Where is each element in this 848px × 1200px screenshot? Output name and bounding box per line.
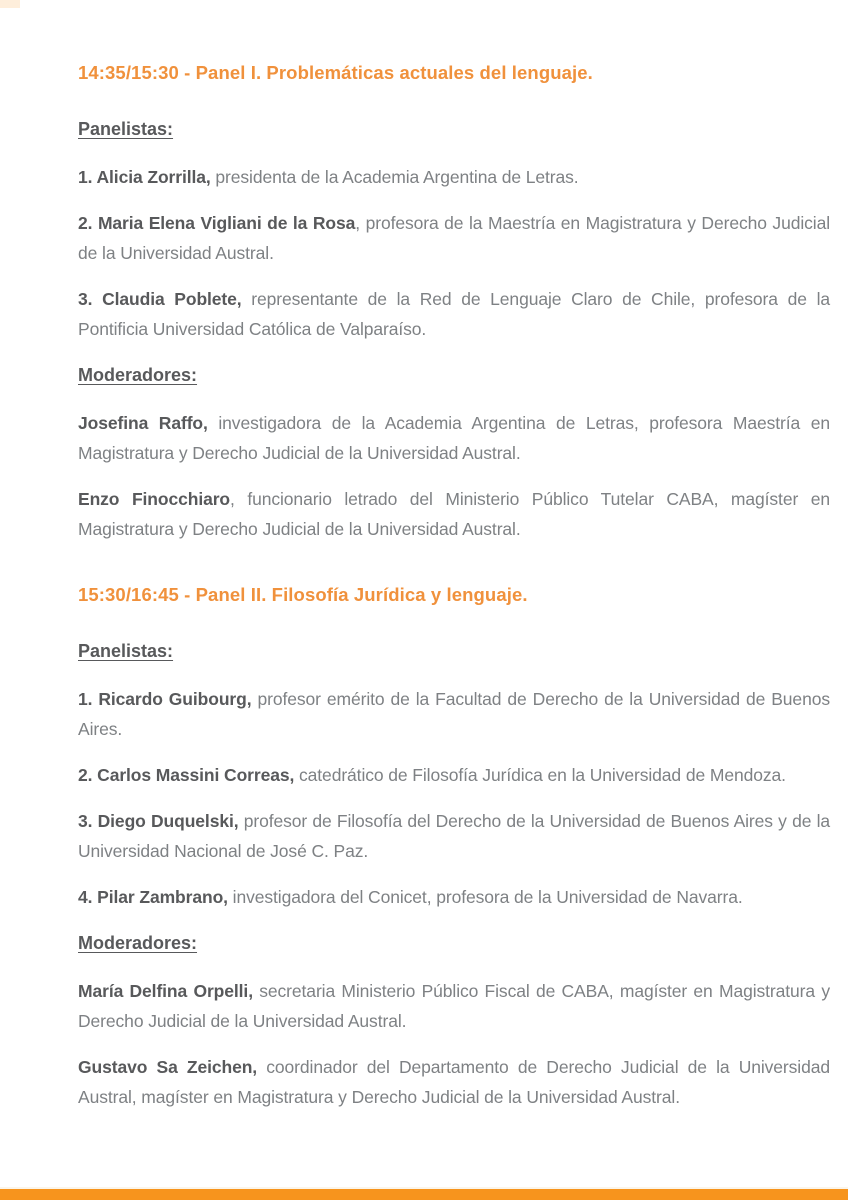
speaker-description: secretaria Ministerio Público Fiscal de CABA, magíster en Magistratura y Derecho Judicial de la Universidad Austral. <box>78 981 830 1031</box>
speaker-name: 1. Alicia Zorrilla, <box>78 167 211 187</box>
group-label: Panelistas: <box>78 119 174 139</box>
speaker-group <box>78 928 830 1112</box>
panel-heading: 14:35/15:30 - Panel I. Problemáticas actuales del lenguaje. <box>78 62 593 83</box>
group-label: Moderadores: <box>78 365 198 385</box>
speaker-name: 1. Ricardo Guibourg, <box>78 689 252 709</box>
speaker-entry <box>78 408 830 468</box>
speaker-description: profesor emérito de la Facultad de Derecho de la Universidad de Buenos Aires. <box>78 689 830 739</box>
speaker-name: 2. Maria Elena Vigliani de la Rosa <box>78 213 356 233</box>
speaker-entry <box>78 284 830 344</box>
speaker-name: 3. Diego Duquelski, <box>78 811 239 831</box>
speaker-entry <box>78 484 830 544</box>
speaker-name: Josefina Raffo, <box>78 413 208 433</box>
group-label: Panelistas: <box>78 641 174 661</box>
speaker-name: 3. Claudia Poblete, <box>78 289 242 309</box>
panel-heading: 15:30/16:45 - Panel II. Filosofía Jurídica y lenguaje. <box>78 584 528 605</box>
group-label: Moderadores: <box>78 933 198 953</box>
speaker-name: María Delfina Orpelli, <box>78 981 253 1001</box>
speaker-entry <box>78 976 830 1036</box>
panel-section <box>78 582 830 1112</box>
footer-accent-bar <box>0 1187 848 1200</box>
speaker-entry <box>78 760 830 790</box>
speaker-description: catedrático de Filosofía Jurídica en la Universidad de Mendoza. <box>294 765 786 785</box>
speaker-name: Gustavo Sa Zeichen, <box>78 1057 258 1077</box>
speaker-description: coordinador del Departamento de Derecho Judicial de la Universidad Austral, magíster en Magistratura y Derecho Judicial de la Universidad Austral. <box>78 1057 830 1107</box>
speaker-entry <box>78 1052 830 1112</box>
program-content <box>78 60 830 1128</box>
speaker-entry <box>78 882 830 912</box>
speaker-name: Enzo Finocchiaro <box>78 489 231 509</box>
speaker-description: investigadora de la Academia Argentina de Letras, profesora Maestría en Magistratura y Derecho Judicial de la Universidad Austral. <box>78 413 830 463</box>
speaker-name: 4. Pilar Zambrano, <box>78 887 228 907</box>
speaker-entry <box>78 208 830 268</box>
speaker-entry <box>78 684 830 744</box>
speaker-description: presidenta de la Academia Argentina de Letras. <box>210 167 579 187</box>
speaker-entry <box>78 806 830 866</box>
speaker-description: representante de la Red de Lenguaje Claro de Chile, profesora de la Pontificia Universidad Católica de Valparaíso. <box>78 289 830 339</box>
speaker-description: , profesora de la Maestría en Magistratura y Derecho Judicial de la Universidad Austral. <box>78 213 830 263</box>
speaker-group <box>78 360 830 544</box>
speaker-group <box>78 636 830 912</box>
page-corner-mark <box>0 0 20 8</box>
speaker-group <box>78 114 830 344</box>
panel-section <box>78 60 830 544</box>
speaker-description: profesor de Filosofía del Derecho de la Universidad de Buenos Aires y de la Universidad Nacional de José C. Paz. <box>78 811 830 861</box>
speaker-entry <box>78 162 830 192</box>
speaker-name: 2. Carlos Massini Correas, <box>78 765 295 785</box>
speaker-description: investigadora del Conicet, profesora de la Universidad de Navarra. <box>227 887 743 907</box>
speaker-description: , funcionario letrado del Ministerio Público Tutelar CABA, magíster en Magistratura y Derecho Judicial de la Universidad Austral. <box>78 489 830 539</box>
